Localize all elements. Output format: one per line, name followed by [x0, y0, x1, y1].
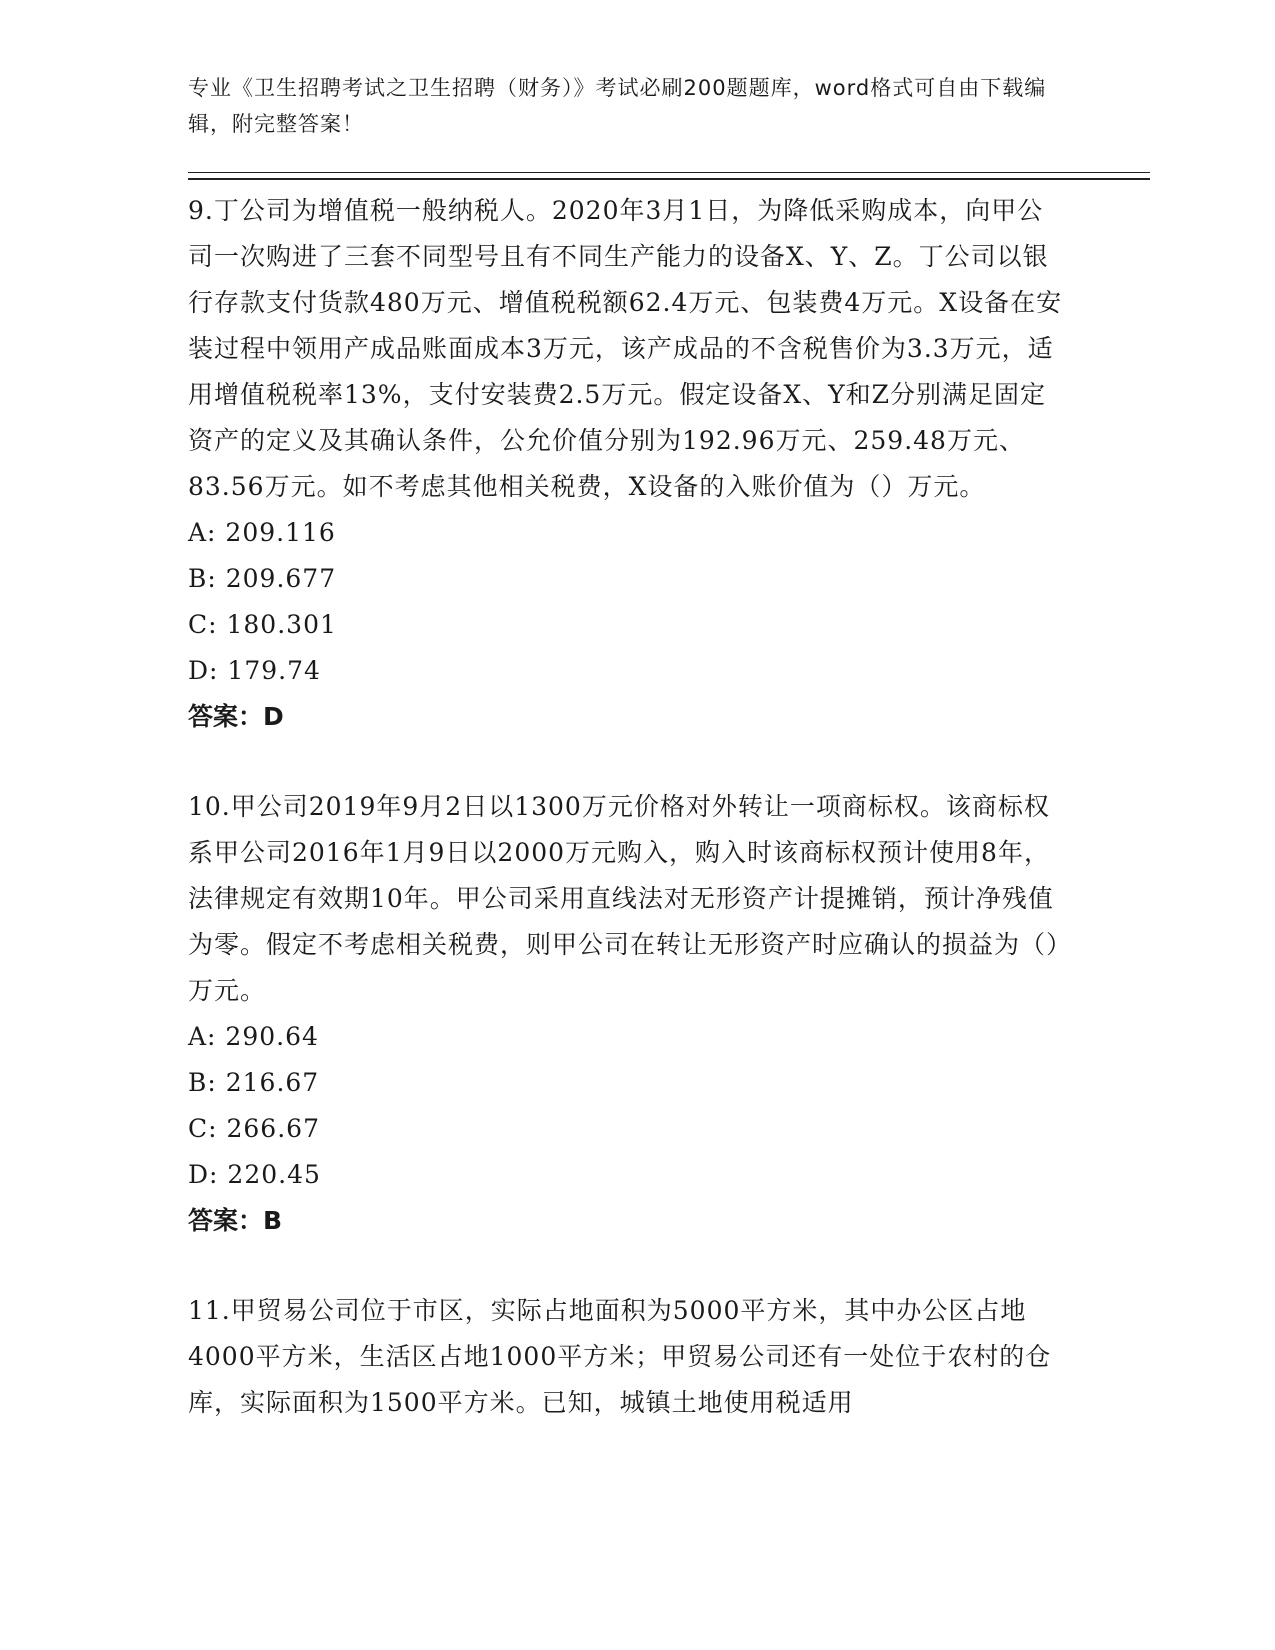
option-d: D: 179.74	[188, 656, 321, 685]
question-10	[188, 784, 1068, 1244]
option-a: A: 290.64	[188, 1022, 319, 1051]
question-9	[188, 188, 1068, 740]
option-b: B: 216.67	[188, 1068, 320, 1097]
option-c: C: 266.67	[188, 1114, 320, 1143]
option-b: B: 209.677	[188, 564, 337, 593]
option-d: D: 220.45	[188, 1160, 321, 1189]
question-text: 10.甲公司2019年9月2日以1300万元价格对外转让一项商标权。该商标权系甲公司2016年1月9日以2000万元购入，购入时该商标权预计使用8年，法律规定有效期10年。甲公司采用直线法对无形资产计提摊销，预计净残值为零。假定不考虑相关税费，则甲公司在转让无形资产时应确认的损益为（）万元。	[188, 792, 1060, 1005]
question-11	[188, 1288, 1068, 1426]
question-text: 9.丁公司为增值税一般纳税人。2020年3月1日，为降低采购成本，向甲公司一次购进了三套不同型号且有不同生产能力的设备X、Y、Z。丁公司以银行存款支付货款480万元、增值税税额62.4万元、包装费4万元。X设备在安装过程中领用产成品账面成本3万元，该产成品的不含税售价为3.3万元，适用增值税税率13%，支付安装费2.5万元。假定设备X、Y和Z分别满足固定资产的定义及其确认条件，公允价值分别为192.96万元、259.48万元、83.56万元。如不考虑其他相关税费，X设备的入账价值为（）万元。	[188, 196, 1063, 501]
document-page	[188, 70, 1068, 1426]
answer: 答案：D	[188, 702, 284, 731]
header-divider	[188, 172, 1150, 180]
question-text: 11.甲贸易公司位于市区，实际占地面积为5000平方米，其中办公区占地4000平方米，生活区占地1000平方米；甲贸易公司还有一处位于农村的仓库，实际面积为1500平方米。已知，城镇土地使用税适用	[188, 1296, 1052, 1417]
answer: 答案：B	[188, 1206, 283, 1235]
option-c: C: 180.301	[188, 610, 337, 639]
option-a: A: 209.116	[188, 518, 336, 547]
page-header: 专业《卫生招聘考试之卫生招聘（财务）》考试必刷200题题库，word格式可自由下载编辑，附完整答案！	[188, 76, 1047, 136]
